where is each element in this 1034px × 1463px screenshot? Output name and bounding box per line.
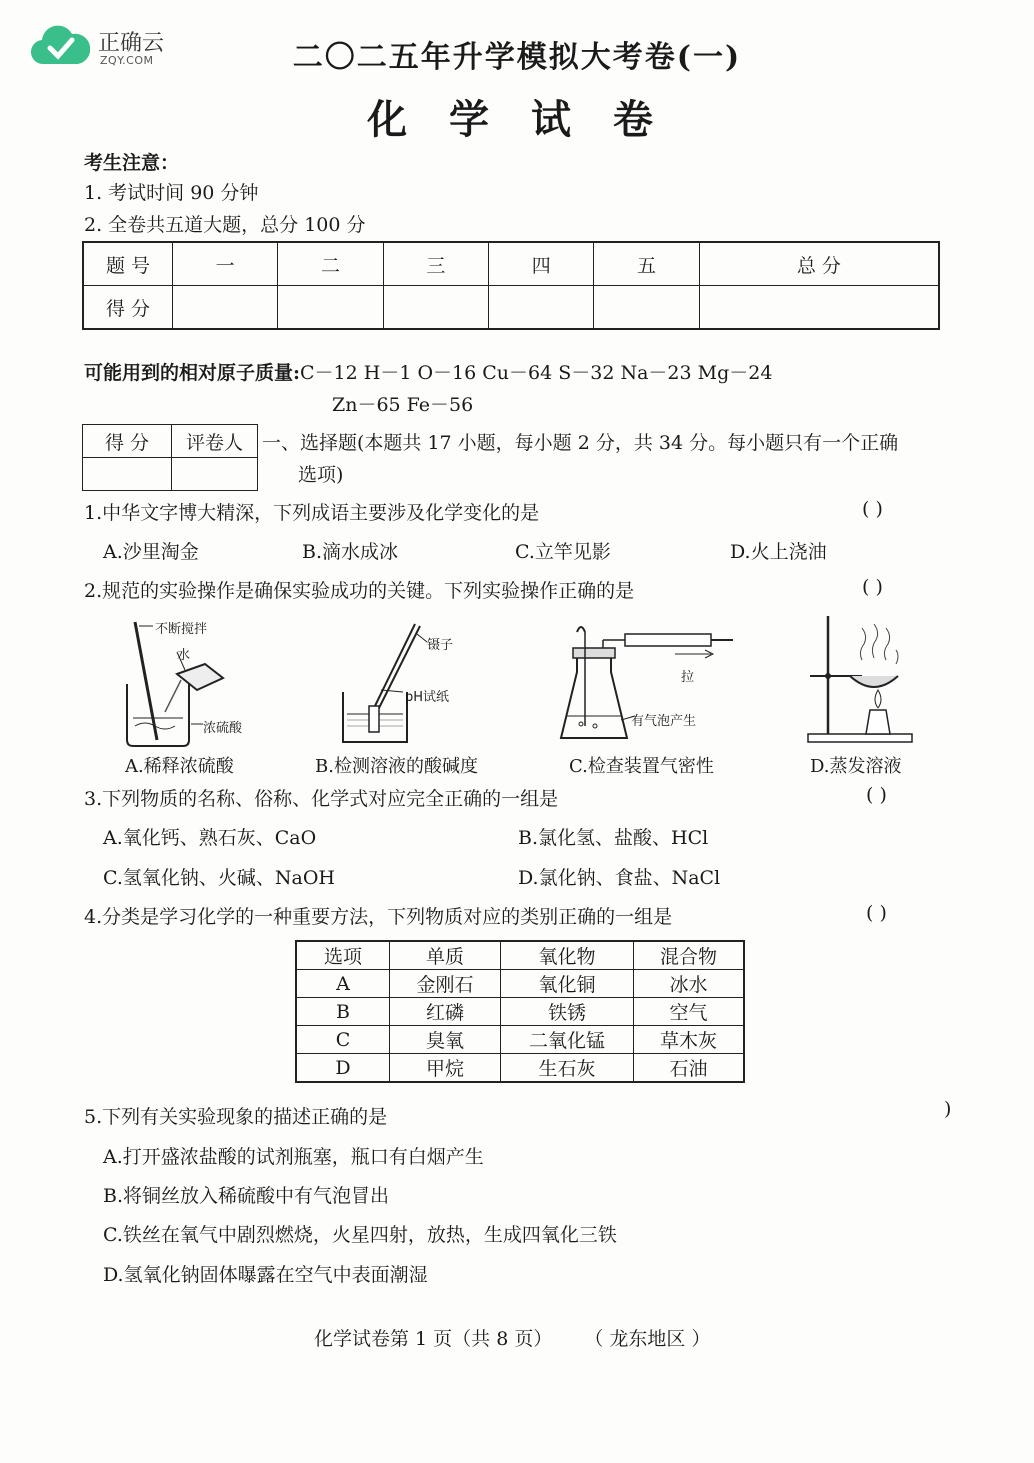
question-stem: 3.下列物质的名称、俗称、化学式对应完全正确的一组是 <box>84 788 559 810</box>
table-cell: 甲烷 <box>390 1054 501 1083</box>
figure-ph-test <box>315 612 515 777</box>
table-cell: A <box>296 970 390 998</box>
grader-score-label: 得 分 <box>83 425 172 458</box>
table-row <box>296 1054 744 1083</box>
fig-caption: A.稀释浓硫酸 <box>125 756 234 777</box>
evaporation-illustration <box>800 612 930 752</box>
table-cell: 臭氧 <box>390 1026 501 1054</box>
footer-region: （ 龙东地区 ） <box>584 1328 711 1350</box>
score-table-row <box>83 286 939 330</box>
option-d: D.氯化钠、食盐、NaCl <box>518 867 721 889</box>
option-a: A.打开盛浓盐酸的试剂瓶塞，瓶口有白烟产生 <box>103 1146 484 1168</box>
score-table-cell: 题 号 <box>83 242 173 286</box>
fig-label: 浓硫酸 <box>203 721 243 736</box>
answer-paren[interactable]: ) <box>944 1098 952 1120</box>
table-row <box>296 998 744 1026</box>
page-footer <box>314 1324 710 1351</box>
notice-heading: 考生注意： <box>84 152 180 174</box>
table-row <box>296 1026 744 1054</box>
fig-label: 有气泡产生 <box>631 714 697 729</box>
score-blank[interactable] <box>173 286 278 330</box>
table-header-cell: 单质 <box>390 941 501 970</box>
notice-item: 2. 全卷共五道大题，总分 100 分 <box>84 214 366 236</box>
fig-label: 水 <box>177 648 191 663</box>
fig-label: 拉 <box>681 670 695 685</box>
score-table <box>82 241 940 330</box>
score-table-cell: 四 <box>489 242 594 286</box>
table-cell: 氧化铜 <box>501 970 634 998</box>
score-blank[interactable] <box>699 286 939 330</box>
option-d: D.氢氧化钠固体曝露在空气中表面潮湿 <box>103 1264 428 1286</box>
fig-label: pH试纸 <box>405 690 450 705</box>
table-cell: 二氧化锰 <box>501 1026 634 1054</box>
score-blank[interactable] <box>594 286 699 330</box>
grader-name-label: 评卷人 <box>172 425 258 458</box>
answer-paren[interactable]: ( ) <box>866 784 887 806</box>
table-cell: 生石灰 <box>501 1054 634 1083</box>
exam-subtitle: 化 学 试 卷 <box>367 96 667 143</box>
option-b: B.氯化氢、盐酸、HCl <box>518 827 709 849</box>
logo-sub: ZQY.COM <box>100 54 154 67</box>
atomic-mass-values-2: Zn－65 Fe－56 <box>332 394 474 416</box>
table-header-row <box>296 941 744 970</box>
option-a: A.沙里淘金 <box>103 541 199 563</box>
airtight-check-illustration <box>555 612 745 752</box>
atomic-mass-values: C－12 H－1 O－16 Cu－64 S－32 Na－23 Mg－24 <box>300 362 773 384</box>
option-b: B.将铜丝放入稀硫酸中有气泡冒出 <box>103 1185 390 1207</box>
section-heading-cont: 选项) <box>298 464 344 486</box>
option-a: A.氧化钙、熟石灰、CaO <box>103 827 317 849</box>
question-stem: 2.规范的实验操作是确保实验成功的关键。下列实验操作正确的是 <box>84 580 635 602</box>
notice-item: 1. 考试时间 90 分钟 <box>84 182 259 204</box>
figure-dilute-acid <box>105 612 275 777</box>
table-cell: 铁锈 <box>501 998 634 1026</box>
figure-airtight-check <box>555 612 745 777</box>
question-stem: 5.下列有关实验现象的描述正确的是 <box>84 1106 388 1128</box>
score-table-cell: 总 分 <box>699 242 939 286</box>
table-cell: 金刚石 <box>390 970 501 998</box>
table-cell: D <box>296 1054 390 1083</box>
score-table-cell: 三 <box>383 242 488 286</box>
fig-label: 镊子 <box>427 638 454 653</box>
exam-title: 二〇二五年升学模拟大考卷(一) <box>292 40 742 75</box>
table-header-cell: 混合物 <box>634 941 745 970</box>
grader-table-row <box>83 425 258 458</box>
fig-caption: D.蒸发溶液 <box>810 756 902 777</box>
table-cell: B <box>296 998 390 1026</box>
option-d: D.火上浇油 <box>730 541 827 563</box>
answer-paren[interactable]: ( ) <box>862 576 883 598</box>
fig-caption: C.检查装置气密性 <box>569 756 714 777</box>
logo-name: 正确云 <box>98 31 165 56</box>
answer-paren[interactable]: ( ) <box>866 902 887 924</box>
table-cell: 冰水 <box>634 970 745 998</box>
grader-table-row <box>83 458 258 491</box>
option-b: B.滴水成冰 <box>302 541 399 563</box>
table-cell: 空气 <box>634 998 745 1026</box>
question-stem: 1.中华文字博大精深，下列成语主要涉及化学变化的是 <box>84 502 540 524</box>
option-c: C.氢氧化钠、火碱、NaOH <box>103 867 335 889</box>
score-blank[interactable] <box>278 286 383 330</box>
option-c: C.立竿见影 <box>515 541 611 563</box>
score-blank[interactable] <box>383 286 488 330</box>
footer-page-info: 化学试卷第 1 页（共 8 页） <box>314 1328 553 1350</box>
atomic-mass-label: 可能用到的相对原子质量: <box>84 362 301 384</box>
question-stem: 4.分类是学习化学的一种重要方法，下列物质对应的类别正确的一组是 <box>84 906 673 928</box>
table-row <box>296 970 744 998</box>
table-header-cell: 氧化物 <box>501 941 634 970</box>
classification-table <box>295 940 745 1083</box>
fig-caption: B.检测溶液的酸碱度 <box>315 756 478 777</box>
table-cell: C <box>296 1026 390 1054</box>
fig-label: 不断搅拌 <box>155 622 208 637</box>
score-table-cell: 五 <box>594 242 699 286</box>
grader-blank[interactable] <box>83 458 172 491</box>
figure-evaporation <box>800 612 930 777</box>
score-table-header-row <box>83 242 939 286</box>
score-table-cell: 得 分 <box>83 286 173 330</box>
grader-blank[interactable] <box>172 458 258 491</box>
grader-table <box>82 424 258 491</box>
ph-test-illustration <box>315 612 515 752</box>
table-cell: 草木灰 <box>634 1026 745 1054</box>
answer-paren[interactable]: ( ) <box>862 498 883 520</box>
table-cell: 石油 <box>634 1054 745 1083</box>
atomic-mass-line <box>84 358 772 385</box>
option-c: C.铁丝在氧气中剧烈燃烧，火星四射，放热，生成四氧化三铁 <box>103 1224 617 1246</box>
score-table-cell: 一 <box>173 242 278 286</box>
table-cell: 红磷 <box>390 998 501 1026</box>
score-blank[interactable] <box>489 286 594 330</box>
score-table-cell: 二 <box>278 242 383 286</box>
table-header-cell: 选项 <box>296 941 390 970</box>
section-heading: 一、选择题(本题共 17 小题，每小题 2 分，共 34 分。每小题只有一个正确 <box>262 432 899 454</box>
